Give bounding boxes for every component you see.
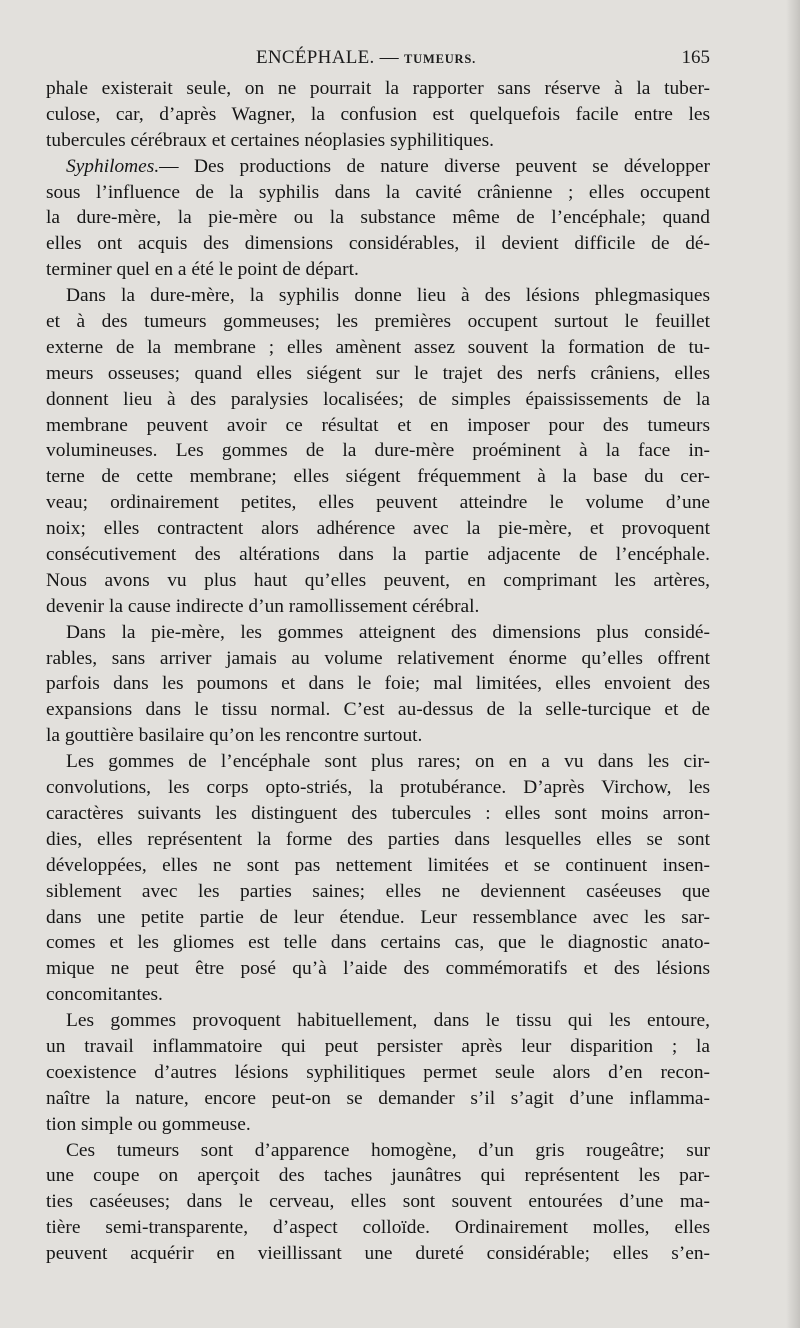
text-line-rest: — Des productions de nature diverse peuvent se développer	[159, 155, 710, 177]
text-line: caractères suivants les distinguent des tubercules : elles sont moins arron-	[46, 802, 710, 824]
text-line: parfois dans les poumons et dans le foie; mal limitées, elles envoient des	[46, 673, 710, 695]
text-line: tion simple ou gommeuse.	[46, 1113, 251, 1135]
text-line: dies, elles représentent la forme des parties dans lesquelles elles se sont	[46, 828, 710, 850]
text-line: volumineuses. Les gommes de la dure-mère proéminent à la face in-	[46, 440, 710, 462]
section-heading: Syphilomes.	[66, 155, 160, 177]
text-line: elles ont acquis des dimensions considérables, il devient difficile de dé-	[46, 233, 710, 255]
text-line: noix; elles contractent alors adhérence avec la pie-mère, et provoquent	[46, 518, 710, 540]
text-line: rables, sans arriver jamais au volume relativement énorme qu’elles offrent	[46, 647, 710, 669]
text-line: consécutivement des altérations dans la partie adjacente de l’encéphale.	[46, 544, 710, 566]
header-subtitle: TUMEURS.	[404, 52, 477, 66]
text-line: peuvent acquérir en vieillissant une dureté considérable; elles s’en-	[46, 1243, 710, 1265]
text-line: phale existerait seule, on ne pourrait la rapporter sans réserve à la tuber-	[46, 78, 710, 99]
text-line: Ces tumeurs sont d’apparence homogène, d’un gris rougeâtre; sur	[66, 1139, 710, 1161]
running-title	[256, 47, 476, 69]
text-line: la gouttière basilaire qu’on les rencontre surtout.	[46, 725, 423, 747]
text-line	[46, 154, 710, 180]
text-line: concomitantes.	[46, 984, 163, 1006]
text-line: naître la nature, encore peut-on se demander s’il s’agit d’une inflamma-	[46, 1087, 710, 1109]
text-line: tubercules cérébraux et certaines néoplasies syphilitiques.	[46, 129, 494, 151]
text-line: coexistence d’autres lésions syphilitiques permet seule alors d’en recon-	[46, 1061, 710, 1083]
text-line: Dans la dure-mère, la syphilis donne lieu à des lésions phlegmasiques	[66, 285, 710, 307]
text-line: développées, elles ne sont pas nettement limitées et se continuent insen-	[46, 854, 710, 876]
text-line: siblement avec les parties saines; elles ne deviennent caséeuses que	[46, 880, 710, 902]
text-line: Les gommes provoquent habituellement, dans le tissu qui les entoure,	[66, 1010, 710, 1032]
text-line: convolutions, les corps opto-striés, la protubérance. D’après Virchow, les	[46, 777, 710, 799]
page-number: 165	[681, 47, 710, 68]
header-title: ENCÉPHALE.	[256, 47, 375, 68]
text-line: mique ne peut être posé qu’à l’aide des commémoratifs et des lésions	[46, 958, 710, 980]
text-line: meurs osseuses; quand elles siégent sur le trajet des nerfs crâniens, elles	[46, 362, 710, 384]
text-line: un travail inflammatoire qui peut persister après leur disparition ; la	[46, 1035, 710, 1057]
text-line: dans une petite partie de leur étendue. Leur ressemblance avec les sar-	[46, 906, 710, 928]
text-line: veau; ordinairement petites, elles peuvent atteindre le volume d’une	[46, 492, 710, 514]
text-line: comes et les gliomes est telle dans certains cas, que le diagnostic anato-	[46, 932, 710, 954]
text-line: membrane peuvent avoir ce résultat et en imposer pour des tumeurs	[46, 414, 710, 436]
body-text	[46, 76, 710, 1267]
text-line: expansions dans le tissu normal. C’est au-dessus de la selle-turcique et de	[46, 699, 710, 721]
text-line: Dans la pie-mère, les gommes atteignent des dimensions plus considé-	[66, 621, 710, 643]
text-line: et à des tumeurs gommeuses; les premières occupent surtout le feuillet	[46, 311, 710, 333]
text-line: culose, car, d’après Wagner, la confusion est quelquefois facile entre les	[46, 103, 710, 125]
text-line: Les gommes de l’encéphale sont plus rares; on en a vu dans les cir-	[66, 751, 710, 773]
text-line: sous l’influence de la syphilis dans la cavité crânienne ; elles occupent	[46, 181, 710, 203]
text-line: terne de cette membrane; elles siégent fréquemment à la base du cer-	[46, 466, 710, 488]
text-line: devenir la cause indirecte d’un ramollissement cérébral.	[46, 595, 480, 617]
text-line: externe de la membrane ; elles amènent assez souvent la formation de tu-	[46, 336, 710, 358]
header-dash: —	[379, 47, 399, 68]
text-line: la dure-mère, la pie-mère ou la substance même de l’encéphale; quand	[46, 207, 710, 229]
text-line: Nous avons vu plus haut qu’elles peuvent, en comprimant les artères,	[46, 569, 710, 591]
text-line: donnent lieu à des paralysies localisées; de simples épaississements de la	[46, 388, 710, 410]
text-line: tière semi-transparente, d’aspect colloïde. Ordinairement molles, elles	[46, 1217, 710, 1239]
text-line: une coupe on aperçoit des taches jaunâtres qui représentent les par-	[46, 1165, 710, 1187]
text-line: ties caséeuses; dans le cerveau, elles sont souvent entourées d’une ma-	[46, 1191, 710, 1213]
running-header	[46, 47, 710, 73]
text-line: terminer quel en a été le point de départ.	[46, 259, 359, 281]
